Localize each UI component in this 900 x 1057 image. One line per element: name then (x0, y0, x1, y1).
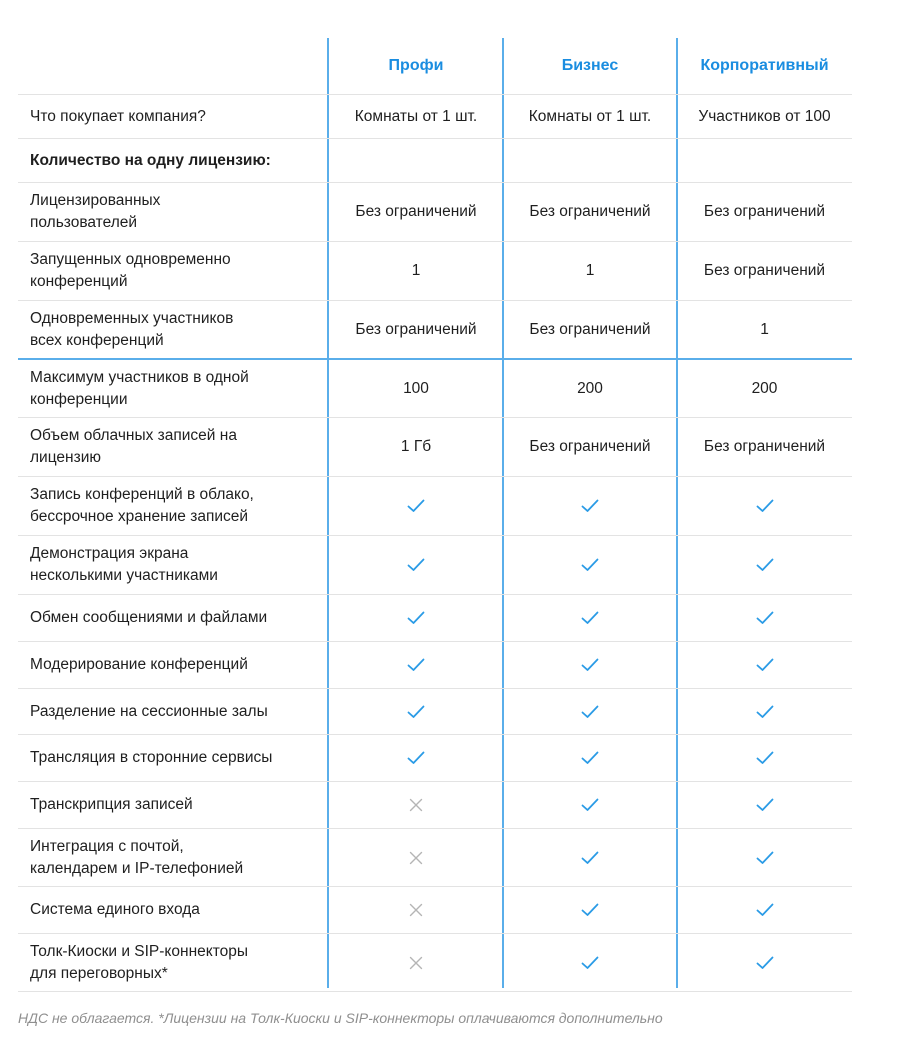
check-icon (329, 477, 503, 535)
table-row (18, 535, 852, 594)
table-header (18, 38, 852, 94)
plan-value (329, 139, 503, 182)
check-icon (677, 595, 852, 641)
check-icon (677, 536, 852, 594)
plan-value: 1 (760, 320, 769, 338)
check-icon (677, 477, 852, 535)
table-row (18, 594, 852, 641)
table-row (18, 417, 852, 476)
check-icon (503, 887, 677, 933)
check-icon (329, 642, 503, 688)
check-icon (677, 642, 852, 688)
check-icon (329, 595, 503, 641)
feature-label: Объем облачных записей на лицензию (30, 427, 237, 466)
table-row (18, 94, 852, 138)
plan-value: Без ограничений (529, 203, 651, 220)
plan-value: Без ограничений (703, 262, 826, 279)
check-icon (677, 829, 852, 886)
cross-icon (329, 829, 503, 886)
plan-value: 200 (577, 379, 603, 397)
feature-label: Одновременных участников всех конференций (30, 309, 234, 349)
feature-label: Система единого входа (30, 901, 200, 918)
table-row (18, 358, 852, 417)
plan-header-business: Бизнес (561, 57, 619, 74)
feature-label: Транскрипция записей (30, 796, 193, 813)
table-row (18, 138, 852, 182)
plan-value: Комнаты от 1 шт. (354, 107, 478, 125)
table-row (18, 182, 852, 241)
feature-label: Обмен сообщениями и файлами (30, 609, 268, 626)
plan-value: Без ограничений (529, 438, 651, 455)
plan-header-profi: Профи (388, 57, 444, 74)
table-row (18, 641, 852, 688)
check-icon (677, 735, 852, 781)
footnote: НДС не облагается. *Лицензии на Толк-Киоски и SIP-коннекторы оплачиваются дополнительно (18, 1010, 663, 1026)
feature-label: Модерирование конференций (30, 656, 248, 673)
check-icon (503, 829, 677, 886)
feature-label: Толк-Киоски и SIP-коннекторы для переговорных* (30, 942, 249, 982)
check-icon (677, 689, 852, 734)
pricing-comparison-table (18, 38, 852, 992)
check-icon (503, 595, 677, 641)
table-row (18, 886, 852, 933)
plan-value: Без ограничений (355, 320, 477, 338)
table-row (18, 688, 852, 734)
plan-value (503, 139, 677, 182)
check-icon (503, 934, 677, 991)
table-body (18, 94, 852, 992)
feature-label: Лицензированных пользователей (30, 192, 161, 231)
plan-value: Без ограничений (703, 438, 826, 455)
check-icon (329, 689, 503, 734)
plan-value: 100 (403, 379, 429, 397)
table-row (18, 734, 852, 781)
check-icon (329, 536, 503, 594)
feature-label: Запись конференций в облако, бессрочное хранение записей (30, 486, 254, 525)
plan-value: 1 (411, 262, 421, 279)
section-label: Количество на одну лицензию: (30, 151, 271, 169)
check-icon (503, 642, 677, 688)
check-icon (503, 536, 677, 594)
plan-value: 1 Гб (400, 438, 432, 455)
feature-label: Демонстрация экрана несколькими участниками (30, 545, 218, 584)
table-row (18, 241, 852, 300)
check-icon (503, 477, 677, 535)
cross-icon (329, 887, 503, 933)
plan-value: 1 (585, 262, 595, 279)
feature-label: Что покупает компания? (30, 107, 206, 125)
feature-label: Трансляция в сторонние сервисы (30, 749, 273, 766)
check-icon (677, 934, 852, 991)
check-icon (503, 782, 677, 828)
check-icon (677, 887, 852, 933)
feature-label: Максимум участников в одной конференции (30, 368, 249, 408)
table-row (18, 300, 852, 358)
cross-icon (329, 782, 503, 828)
check-icon (503, 689, 677, 734)
plan-value: Без ограничений (355, 203, 477, 220)
plan-value: Комнаты от 1 шт. (528, 107, 652, 125)
table-row (18, 933, 852, 992)
table-row (18, 828, 852, 886)
cross-icon (329, 934, 503, 991)
table-row (18, 476, 852, 535)
check-icon (677, 782, 852, 828)
plan-value: Без ограничений (529, 320, 651, 338)
check-icon (503, 735, 677, 781)
plan-header-corporate: Корпоративный (700, 57, 829, 74)
feature-label: Запущенных одновременно конференций (30, 251, 231, 290)
feature-label: Разделение на сессионные залы (30, 702, 268, 720)
plan-value (677, 139, 852, 182)
check-icon (329, 735, 503, 781)
plan-value: 200 (751, 379, 778, 397)
plan-value: Без ограничений (703, 203, 826, 220)
feature-label: Интеграция с почтой, календарем и IP-телефонией (30, 837, 244, 877)
plan-value: Участников от 100 (698, 107, 831, 125)
table-row (18, 781, 852, 828)
